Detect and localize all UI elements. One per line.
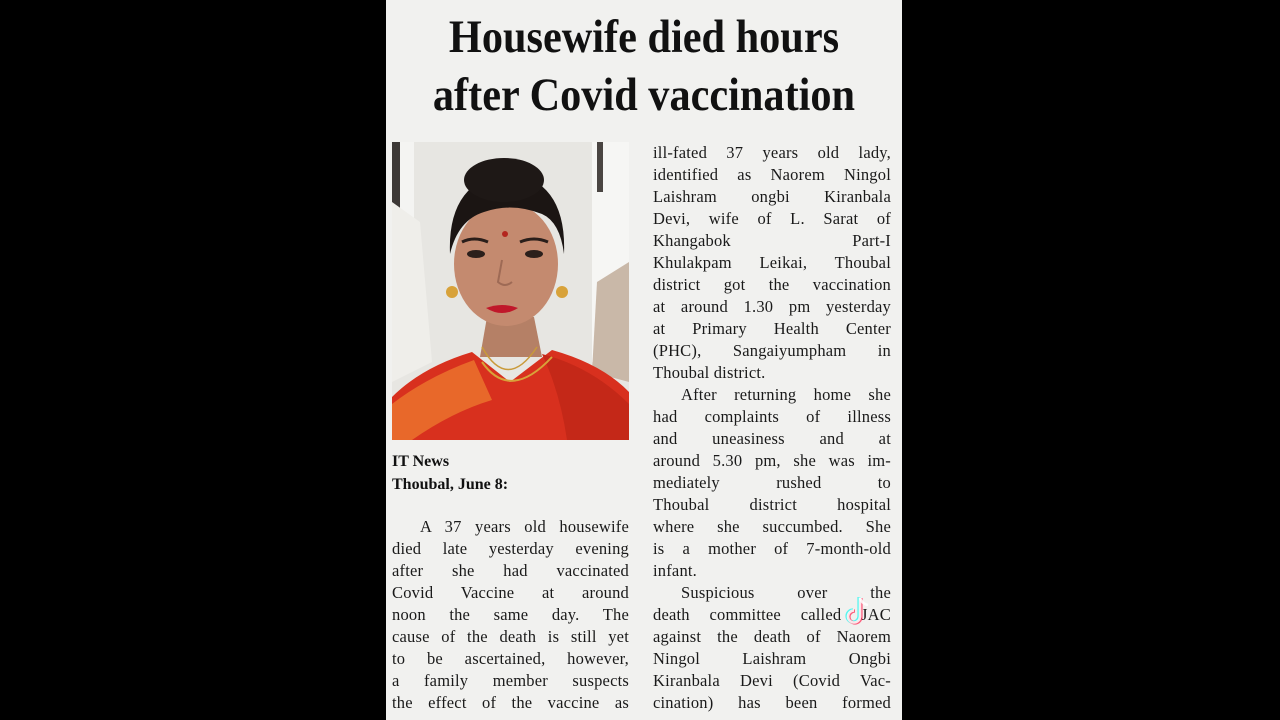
- article-text-line: After returning home she: [681, 385, 891, 404]
- article-text-line: is a mother of 7-month-old: [653, 539, 891, 558]
- article-text-line: Covid Vaccine at around: [392, 583, 629, 602]
- article-text-line: a family member suspects: [392, 671, 629, 690]
- dateline: [392, 450, 632, 496]
- article-column-left: [392, 516, 629, 714]
- article-text-line: died late yesterday evening: [392, 539, 629, 558]
- article-text-line: the effect of the vaccine as: [392, 693, 629, 712]
- tiktok-logo-icon: [843, 594, 873, 628]
- article-text-line: ill-fated 37 years old lady,: [653, 143, 891, 162]
- article-text-line: Thoubal district hospital: [653, 495, 891, 514]
- article-text-line: around 5.30 pm, she was im-: [653, 451, 891, 470]
- newspaper-clipping: [386, 0, 902, 720]
- article-text-line: Thoubal district.: [653, 363, 766, 382]
- headline-line-1: Housewife died hours: [448, 11, 840, 63]
- article-text-line: Khulakpam Leikai, Thoubal: [653, 253, 891, 272]
- place-and-date: Thoubal, June 8:: [392, 476, 509, 493]
- article-text-line: death committee called JAC: [653, 605, 891, 624]
- article-text-line: to be ascertained, however,: [392, 649, 629, 668]
- article-text-line: and uneasiness and at: [653, 429, 891, 448]
- article-text-line: Ningol Laishram Ongbi: [653, 649, 891, 668]
- article-text-line: noon the same day. The: [392, 605, 629, 624]
- article-text-line: cause of the death is still yet: [392, 627, 629, 646]
- article-text-line: Khangabok Part-I: [653, 231, 891, 250]
- article-text-line: had complaints of illness: [653, 407, 891, 426]
- article-text-line: district got the vaccination: [653, 275, 891, 294]
- article-text-line: A 37 years old housewife: [420, 517, 629, 536]
- article-text-line: Suspicious over the: [681, 583, 891, 602]
- article-text-line: at Primary Health Center: [653, 319, 891, 338]
- article-text-line: mediately rushed to: [653, 473, 891, 492]
- article-text-line: after she had vaccinated: [392, 561, 629, 580]
- portrait-illustration: [392, 142, 629, 440]
- article-text-line: cination) has been formed: [653, 693, 891, 712]
- headline-line-2: after Covid vaccination: [432, 69, 856, 121]
- news-source: IT News: [392, 453, 450, 470]
- article-column-right: [653, 142, 891, 714]
- article-text-line: Kiranbala Devi (Covid Vac-: [653, 671, 891, 690]
- headline: [412, 8, 876, 124]
- article-text-line: infant.: [653, 561, 698, 580]
- article-text-line: at around 1.30 pm yesterday: [653, 297, 891, 316]
- portrait-photo: [392, 142, 629, 440]
- article-text-line: Laishram ongbi Kiranbala: [653, 187, 891, 206]
- article-text-line: against the death of Naorem: [653, 627, 891, 646]
- article-text-line: identified as Naorem Ningol: [653, 165, 891, 184]
- article-text-line: where she succumbed. She: [653, 517, 891, 536]
- article-text-line: Devi, wife of L. Sarat of: [653, 209, 891, 228]
- article-text-line: (PHC), Sangaiyumpham in: [653, 341, 891, 360]
